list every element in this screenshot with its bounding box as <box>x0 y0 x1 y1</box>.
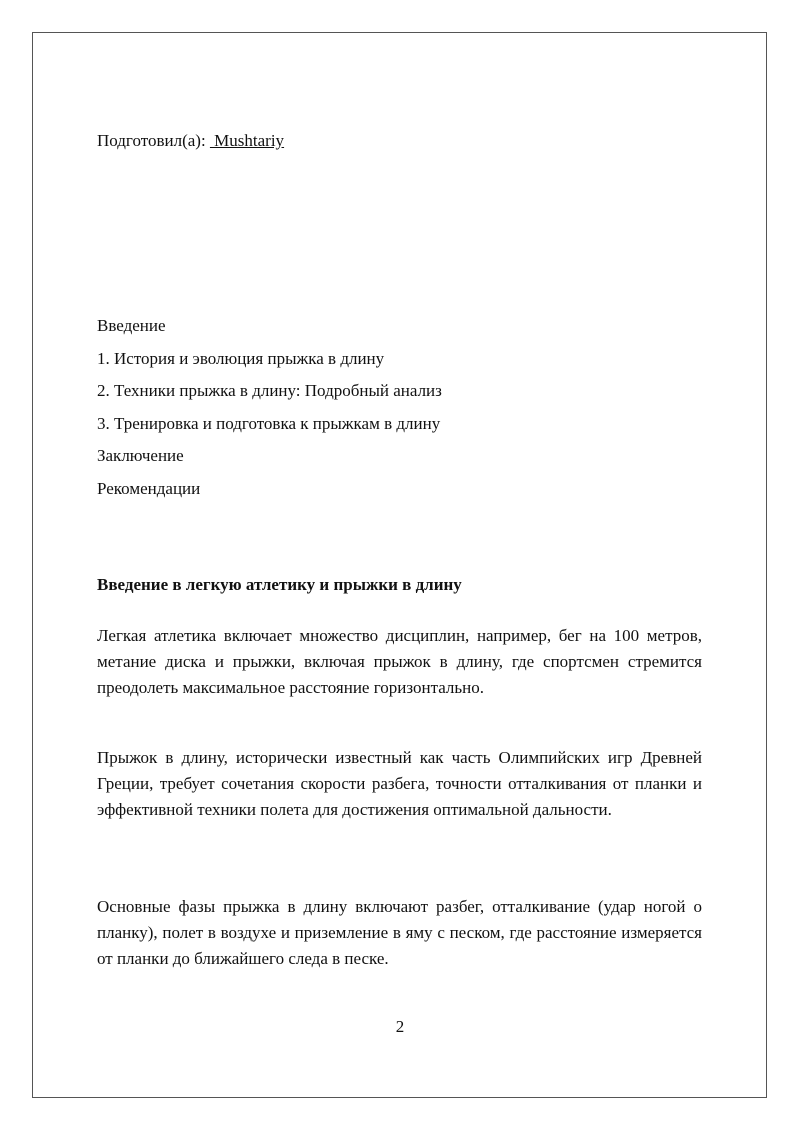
toc-item-introduction: Введение <box>97 316 166 335</box>
paragraph-history: Прыжок в длину, исторически известный как часть Олимпийских игр Древней Греции, требует сочетания скорости разбега, точности отталкивания от планки и эффективной техники полета для достижения оптимальной дальности. <box>97 748 702 819</box>
toc-item-history: 1. История и эволюция прыжка в длину <box>97 348 385 368</box>
prepared-by-name: Mushtariy <box>209 131 285 150</box>
table-of-contents <box>97 313 702 508</box>
paragraph-phases: Основные фазы прыжка в длину включают разбег, отталкивание (удар ногой о планку), полет в воздухе и приземление в яму с песком, где расстояние измеряется от планки до ближайшего следа в песке. <box>97 897 702 968</box>
page-number: 2 <box>395 1017 405 1036</box>
prepared-by-label: Подготовил(а): <box>97 131 206 150</box>
prepared-by-line <box>97 128 702 154</box>
section-heading: Введение в легкую атлетику и прыжки в длину <box>97 575 462 594</box>
toc-item-training: 3. Тренировка и подготовка к прыжкам в длину <box>97 413 441 433</box>
paragraph-athletics: Легкая атлетика включает множество дисциплин, например, бег на 100 метров, метание диска и прыжки, включая прыжок в длину, где спортсмен стремится преодолеть максимальное расстояние горизонтально. <box>97 626 702 697</box>
toc-item-techniques: 2. Техники прыжка в длину: Подробный анализ <box>97 381 442 400</box>
toc-item-conclusion: Заключение <box>97 446 184 465</box>
toc-item-recommendations: Рекомендации <box>97 478 201 498</box>
